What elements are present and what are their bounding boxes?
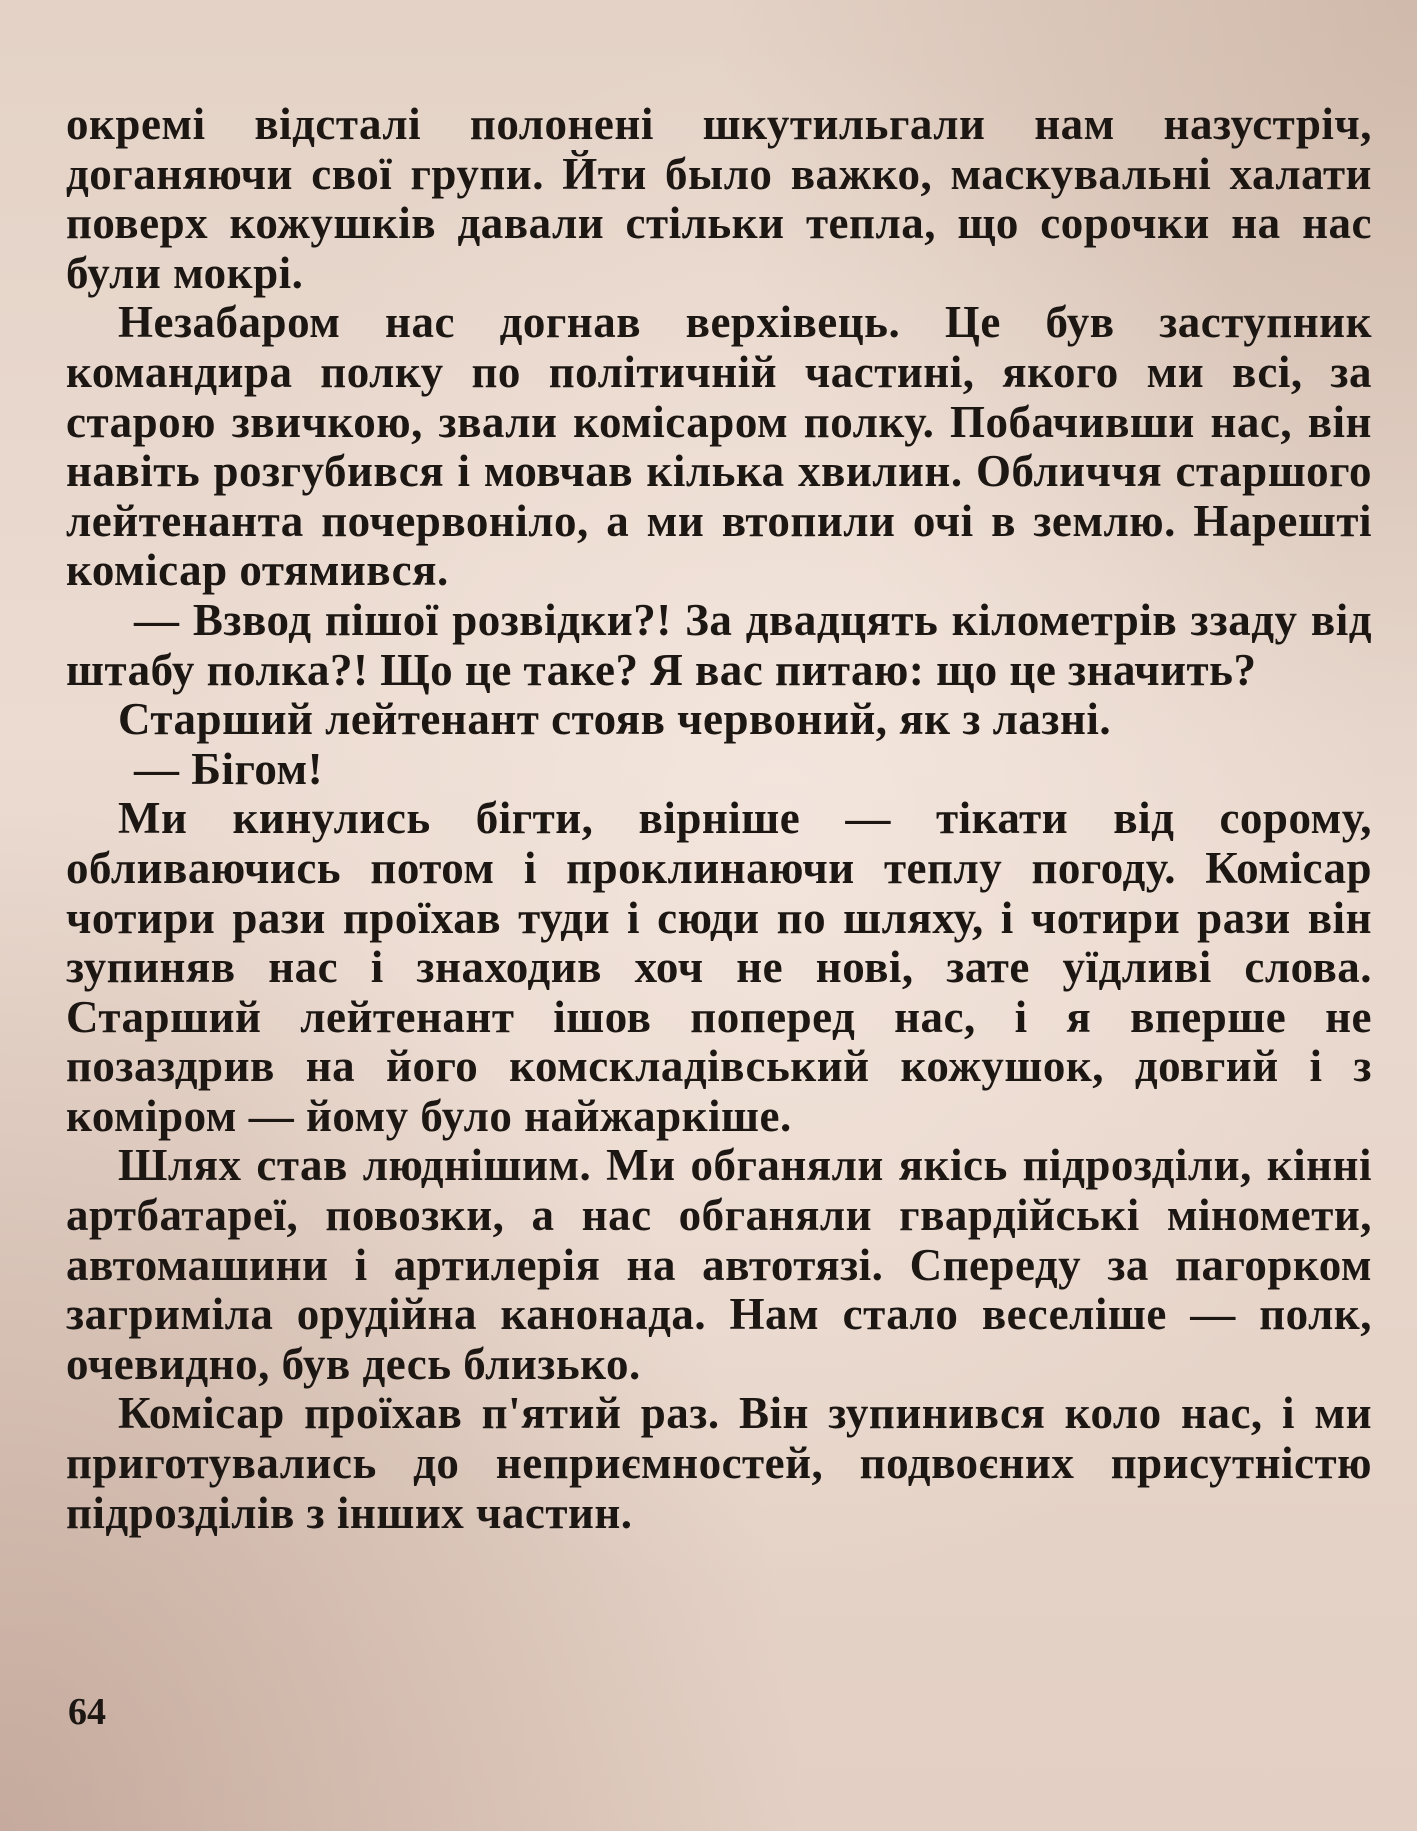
paragraph-running: Ми кинулись бігти, вірніше — тікати від сорому, обливаючись потом і проклинаючи теплу погоду. Комісар чотири рази проїхав туди і сюди по шляху, і чотири рази він зупиняв нас і знаходив хоч не нові, зате уїдливі слова. Старший лейтенант ішов поперед нас, і я вперше не позаздрив на його комскладівський кожушок, довгий і з коміром — йому було найжаркіше. [66,793,1372,1141]
paragraph-fifth-pass: Комісар проїхав п'ятий раз. Він зупинився коло нас, і ми приготувались до неприємностей, подвоєних присутністю підрозділів з інших частин. [66,1388,1372,1538]
paragraph-continuation: окремі відсталі полонені шкутильгали нам назустріч, доганяючи свої групи. Йти было важко, маскувальні халати поверх кожушків давали стільки тепла, що сорочки на нас були мокрі. [66,99,1372,298]
page-number: 64 [68,1691,106,1733]
paragraph-rider-arrives: Незабаром нас догнав верхівець. Це був заступник командира полку по політичній частині, якого ми всі, за старою звичкою, звали комісаром полку. Побачивши нас, він навіть розгубився і мовчав кілька хвилин. Обличчя старшого лейтенанта почервоніло, а ми втопили очі в землю. Нарешті комісар отямився. [66,297,1372,596]
paragraph-commissar-question: — Взвод пішої розвідки?! За двадцять кілометрів ззаду від штабу полка?! Що це таке? Я вас питаю: що це значить? [66,594,1372,695]
page-body-text [66,100,1372,1538]
paragraph-road-busy: Шлях став люднішим. Ми обганяли якісь підрозділи, кінні артбатареї, повозки, а нас обганяли гвардійські міномети, автомашини і артилерія на автотязі. Спереду за пагорком загриміла орудійна канонада. Нам стало веселіше — полк, очевидно, був десь близько. [66,1140,1372,1389]
paragraph-lieutenant-red: Старший лейтенант стояв червоний, як з лазні. [118,694,1112,745]
paragraph-command-run: — Бігом! [134,743,324,794]
